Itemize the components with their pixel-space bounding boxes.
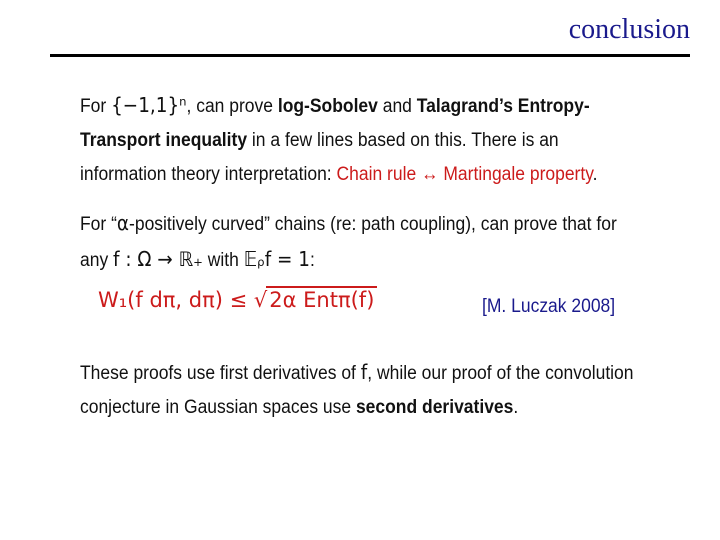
- bold-talagrand: Talagrand’s Entropy-Transport inequality: [80, 96, 590, 151]
- text: , can prove: [186, 96, 278, 117]
- formula-lhs: W₁(f dπ, dπ) ≤: [98, 288, 254, 312]
- text: These proofs use first derivatives of: [80, 363, 361, 384]
- text: .: [592, 164, 598, 185]
- text: .: [513, 397, 519, 418]
- citation: [M. Luczak 2008]: [482, 296, 616, 317]
- slide-title: conclusion: [568, 14, 690, 45]
- formula-radicand: 2α Entπ(f): [266, 286, 377, 312]
- text: -positively curved” chains (re: path coupling), can prove that for any: [80, 214, 617, 271]
- text: , while our proof of the convolution conjecture in Gaussian spaces use: [80, 363, 634, 418]
- sqrt-symbol: √: [253, 288, 268, 312]
- math-alpha: α: [116, 211, 130, 235]
- text: For “: [80, 214, 117, 235]
- text: with: [202, 250, 244, 271]
- bold-log-sobolev: log-Sobolev: [277, 96, 378, 117]
- math-expectation: 𝔼ᵨf = 1: [243, 247, 310, 271]
- highlight-chain-rule: Chain rule ↔ Martingale property: [336, 164, 593, 185]
- title-rule: [50, 54, 690, 57]
- text: in a few lines based on this. There is an information theory interpretation:: [80, 130, 559, 185]
- text: For: [80, 96, 112, 117]
- transport-inequality: [98, 286, 377, 312]
- math-f: f: [360, 360, 368, 384]
- text: :: [310, 250, 315, 271]
- bold-second-derivatives: second derivatives: [355, 397, 514, 418]
- math-hypercube: {−1,1}ⁿ: [111, 93, 187, 117]
- text: and: [377, 96, 417, 117]
- paragraph-derivatives: [80, 355, 641, 425]
- paragraph-log-sobolev: [80, 88, 641, 192]
- math-function-map: f : Ω → ℝ₊: [113, 247, 203, 271]
- paragraph-curved-chains: [80, 206, 641, 278]
